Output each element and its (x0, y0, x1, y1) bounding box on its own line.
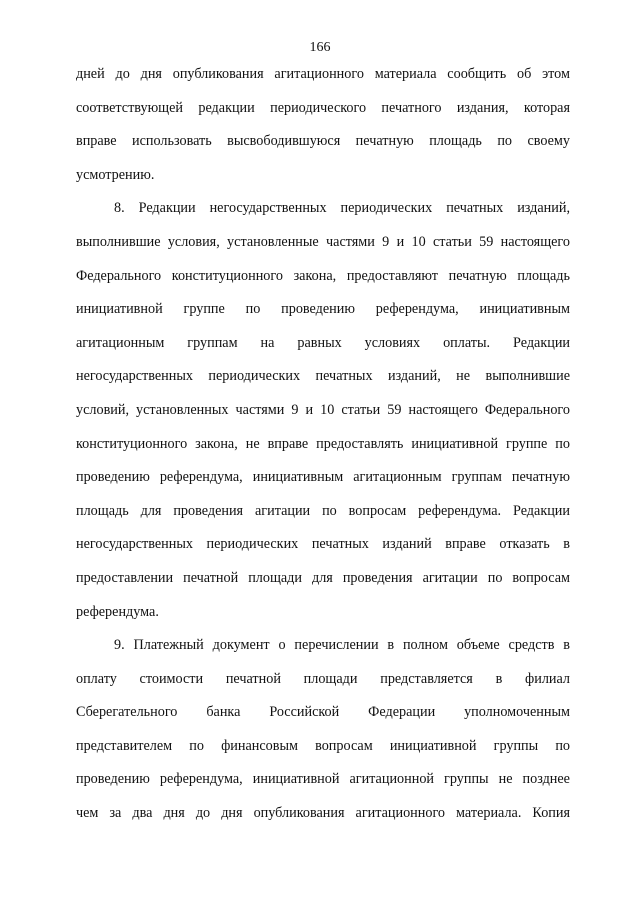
text-line: выполнившие условия, установленные частями 9 и 10 статьи 59 настоящего (76, 233, 570, 250)
text-line: инициативной группе по проведению референдума, инициативным (76, 301, 570, 318)
text-line: соответствующей редакции периодического печатного издания, которая (76, 99, 570, 116)
text-line: проведению референдума, инициативной агитационной группы не позднее (76, 771, 570, 788)
page-number: 166 (309, 40, 331, 55)
text-line: Федерального конституционного закона, предоставляют печатную площадь (76, 267, 570, 284)
text-line: усмотрению. (76, 166, 155, 183)
text-line: конституционного закона, не вправе предоставлять инициативной группе по (76, 435, 570, 452)
text-line: представителем по финансовым вопросам инициативной группы по (76, 737, 570, 754)
text-line: 8. Редакции негосударственных периодических печатных изданий, (114, 200, 570, 217)
text-line: оплату стоимости печатной площади представляется в филиал (76, 670, 570, 687)
text-line: предоставлении печатной площади для проведения агитации по вопросам (76, 569, 570, 586)
body-text (76, 58, 570, 831)
text-line: агитационным группам на равных условиях оплаты. Редакции (76, 334, 570, 351)
text-line: условий, установленных частями 9 и 10 статьи 59 настоящего Федерального (76, 401, 570, 418)
text-line: проведению референдума, инициативным агитационным группам печатную (76, 469, 570, 486)
text-line: референдума. (76, 603, 159, 620)
text-line: площадь для проведения агитации по вопросам референдума. Редакции (76, 502, 570, 519)
text-line: 9. Платежный документ о перечислении в полном объеме средств в (114, 637, 570, 654)
text-line: дней до дня опубликования агитационного материала сообщить об этом (76, 66, 570, 82)
text-line: вправе использовать высвободившуюся печатную площадь по своему (76, 133, 570, 150)
text-line: негосударственных периодических печатных изданий, не выполнившие (76, 368, 570, 385)
text-line: Сберегательного банка Российской Федерации уполномоченным (76, 704, 570, 721)
text-line: негосударственных периодических печатных изданий вправе отказать в (76, 536, 570, 553)
text-line: чем за два дня до дня опубликования агитационного материала. Копия (76, 805, 570, 822)
